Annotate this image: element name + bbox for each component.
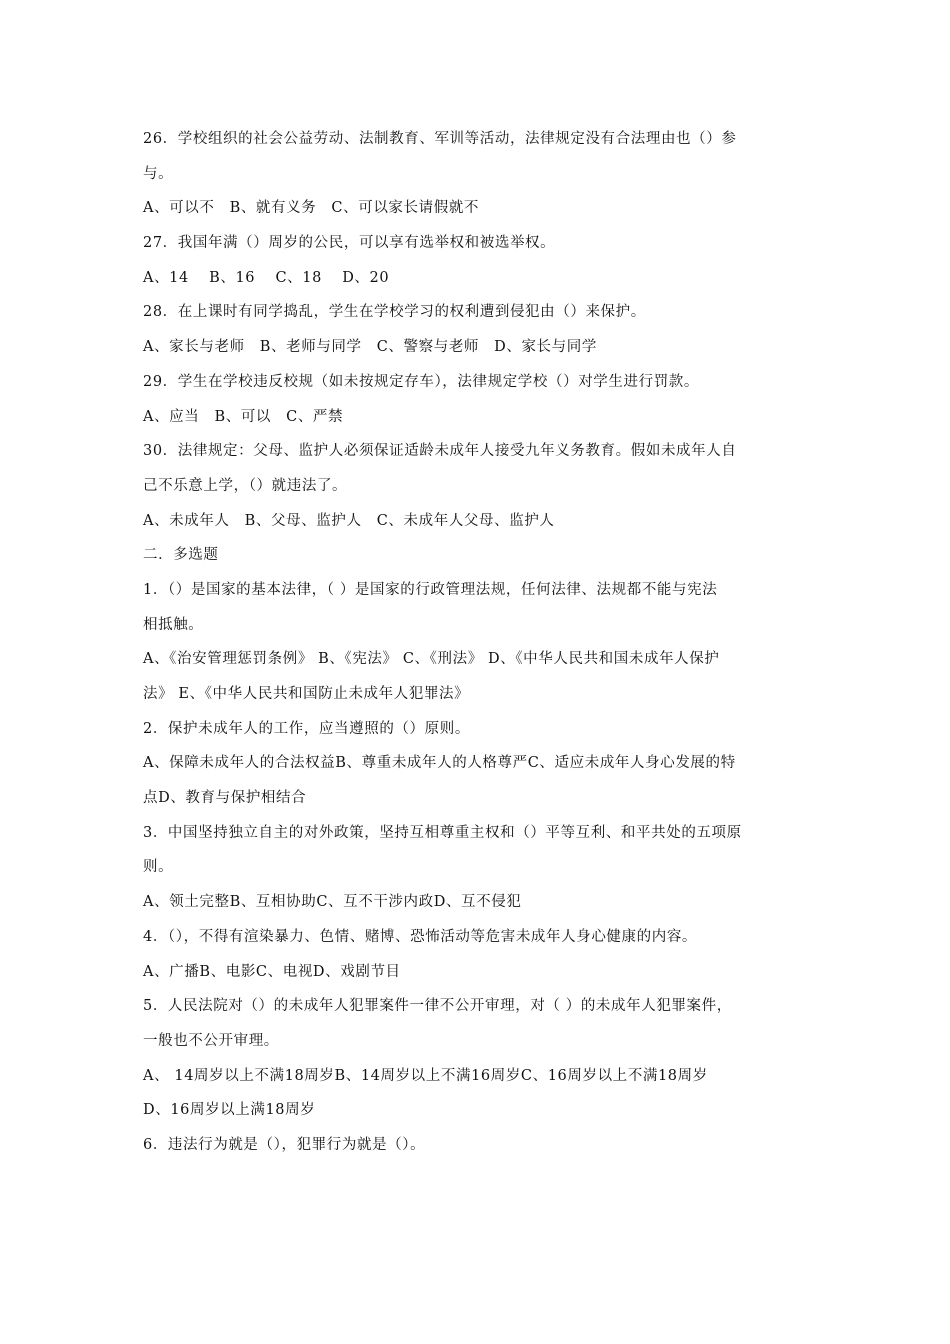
question-30-options: A、未成年人 B、父母、监护人 C、未成年人父母、监护人 [143, 512, 555, 529]
question-30-stem-continued: 己不乐意上学，（）就违法了。 [143, 477, 348, 494]
question-29-options: A、应当 B、可以 C、严禁 [143, 408, 344, 425]
mc-question-5-stem-continued: 一般也不公开审理。 [143, 1032, 279, 1049]
mc-question-1-stem: 1．（）是国家的基本法律，（ ）是国家的行政管理法规，任何法律、法规都不能与宪法 [143, 581, 718, 598]
mc-question-6-stem: 6．违法行为就是（），犯罪行为就是（）。 [143, 1136, 426, 1153]
question-28-options: A、家长与老师 B、老师与同学 C、警察与老师 D、家长与同学 [143, 339, 597, 356]
mc-question-3-stem-continued: 则。 [143, 859, 174, 876]
mc-question-1-options: A、《治安管理惩罚条例》 B、《宪法》 C、《刑法》 D、《中华人民共和国未成年人保护 [143, 651, 720, 668]
mc-question-3-stem: 3．中国坚持独立自主的对外政策，坚持互相尊重主权和（）平等互利、和平共处的五项原 [143, 824, 742, 841]
mc-question-4-options: A、广播B、电影C、电视D、戏剧节目 [143, 963, 401, 980]
question-30-stem: 30．法律规定：父母、监护人必须保证适龄未成年人接受九年义务教育。假如未成年人自 [143, 443, 737, 460]
question-26-stem-continued: 与。 [143, 165, 174, 182]
document-body [143, 122, 813, 1163]
mc-question-1-options-continued: 法》 E、《中华人民共和国防止未成年人犯罪法》 [143, 686, 470, 702]
question-28-stem: 28．在上课时有同学捣乱，学生在学校学习的权利遭到侵犯由（）来保护。 [143, 304, 646, 321]
mc-question-2-stem: 2．保护未成年人的工作，应当遵照的（）原则。 [143, 720, 470, 737]
question-27-options: A、14 B、16 C、18 D、20 [143, 269, 390, 286]
mc-question-2-options-continued: 点D、教育与保护相结合 [143, 790, 307, 807]
question-27-stem: 27．我国年满（）周岁的公民，可以享有选举权和被选举权。 [143, 235, 556, 252]
question-29-stem: 29．学生在学校违反校规（如未按规定存车），法律规定学校（）对学生进行罚款。 [143, 373, 699, 390]
question-26-stem: 26．学校组织的社会公益劳动、法制教育、军训等活动，法律规定没有合法理由也（）参 [143, 131, 737, 147]
section-heading: 二．多选题 [143, 547, 219, 564]
mc-question-4-stem: 4．（），不得有渲染暴力、色情、赌博、恐怖活动等危害未成年人身心健康的内容。 [143, 928, 698, 945]
mc-question-5-options-continued: D、16周岁以上满18周岁 [143, 1102, 316, 1119]
mc-question-5-options: A、 14周岁以上不满18周岁B、14周岁以上不满16周岁C、16周岁以上不满18周岁 [143, 1067, 708, 1084]
mc-question-5-stem: 5．人民法院对（）的未成年人犯罪案件一律不公开审理，对（ ）的未成年人犯罪案件， [143, 998, 732, 1015]
question-26-options: A、可以不 B、就有义务 C、可以家长请假就不 [143, 200, 480, 217]
mc-question-3-options: A、领土完整B、互相协助C、互不干涉内政D、互不侵犯 [143, 894, 522, 911]
mc-question-2-options: A、保障未成年人的合法权益B、尊重未成年人的人格尊严C、适应未成年人身心发展的特 [143, 755, 736, 772]
mc-question-1-stem-continued: 相抵触。 [143, 616, 204, 633]
